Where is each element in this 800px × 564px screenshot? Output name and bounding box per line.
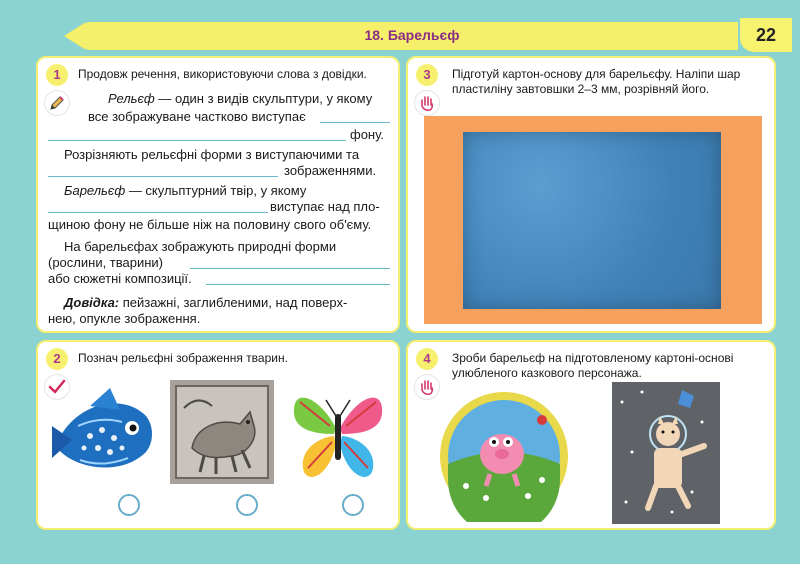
hand-icon [414, 374, 440, 400]
task-3-number: 3 [416, 64, 438, 86]
hand-icon [414, 90, 440, 116]
task-1-number: 1 [46, 64, 68, 86]
page-number: 22 [740, 18, 792, 52]
stone-animal-relief-image [168, 378, 276, 486]
butterfly-relief-image [290, 378, 386, 488]
sentence-3-rest: — скульптурний твір, у якому [125, 183, 307, 198]
fish-relief-image [50, 386, 160, 484]
cat-astronaut-relief-image [612, 382, 720, 524]
sentence-1-line-2: все зображуване частково виступає [88, 109, 306, 124]
sentence-1-line-1 [108, 90, 372, 108]
answer-circle-3[interactable] [342, 494, 364, 516]
sentence-2-line-1: Розрізняють рельєфні форми з виступаючими та [64, 147, 360, 162]
cardboard-base-image [424, 116, 762, 324]
task-4-number: 4 [416, 348, 438, 370]
blank-1b[interactable] [48, 140, 346, 141]
header-band [86, 22, 738, 50]
pig-character-relief-image [438, 390, 570, 522]
task-3-card [406, 56, 776, 333]
plasticine-layer [463, 132, 721, 309]
answer-circle-1[interactable] [118, 494, 140, 516]
sentence-3-line-3: щиною фону не більше ніж на половину свого об'єму. [48, 217, 372, 232]
hint-line-2: нею, опукле зображення. [48, 311, 201, 326]
hint-text: пейзажні, заглибленими, над поверх- [119, 295, 348, 310]
task-3-instruction-line-2: пластиліну завтовшки 2–3 мм, розрівняй його. [452, 82, 710, 96]
task-1-instruction: Продовж речення, використовуючи слова з довідки. [78, 67, 367, 81]
sentence-4-line-3: або сюжетні композиції. [48, 271, 192, 286]
term-barelief: Барельєф [64, 183, 126, 198]
blank-2[interactable] [48, 176, 278, 177]
task-4-instruction-line-1: Зроби барельєф на підготовленому картоні-основі [452, 351, 734, 365]
task-4-card [406, 340, 776, 530]
sentence-1-end: фону. [350, 127, 384, 142]
pencil-icon [44, 90, 70, 116]
sentence-4-line-2: (рослини, тварини) [48, 255, 164, 270]
blank-4a[interactable] [190, 268, 390, 269]
task-2-number: 2 [46, 348, 68, 370]
sentence-1-rest: — один з видів скульптури, у якому [154, 91, 373, 106]
task-2-instruction: Познач рельєфні зображення тварин. [78, 351, 288, 365]
sentence-2-end: зображеннями. [284, 163, 377, 178]
hint-label: Довідка: [64, 295, 120, 310]
task-3-instruction-line-1: Підготуй картон-основу для барельєфу. Наліпи шар [452, 67, 741, 81]
term-relief: Рельєф [108, 91, 155, 106]
blank-1a[interactable] [320, 122, 390, 123]
blank-4b[interactable] [206, 284, 390, 285]
answer-circle-2[interactable] [236, 494, 258, 516]
blank-3[interactable] [48, 212, 268, 213]
sentence-4-line-1: На барельєфах зображують природні форми [64, 239, 337, 254]
task-2-card [36, 340, 400, 530]
task-1-card [36, 56, 400, 333]
page-title: 18. Барельєф [364, 27, 460, 43]
sentence-3-line-2: виступає над пло- [270, 199, 380, 214]
task-4-instruction-line-2: улюбленого казкового персонажа. [452, 366, 642, 380]
